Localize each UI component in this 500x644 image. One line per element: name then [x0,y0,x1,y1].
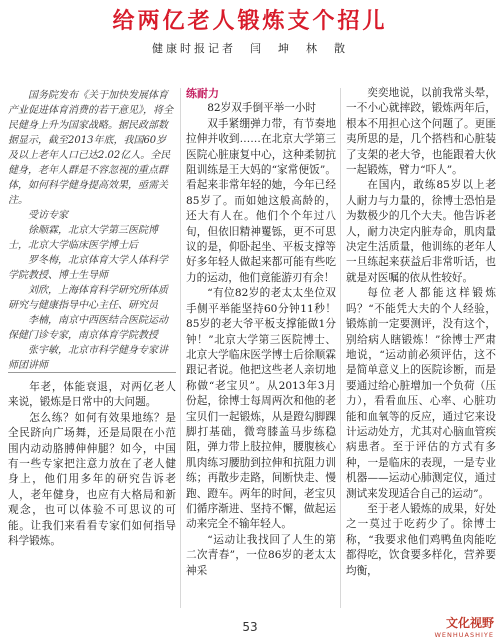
paragraph: “运动让我找回了人生的第二次青春”，一位86岁的老太太神采 [186,533,336,577]
expert-item: 罗冬梅，北京体育大学人体科学学院教授、博士生导师 [8,255,168,281]
intro-box [8,88,176,373]
article-title: 给两亿老人锻炼支个招儿 [112,9,388,34]
paragraph: 奕奕地说，以前我常头晕，一不小心就摔跤，锻炼两年后，根本不用担心这个问题了。更匪夷所思的是，几个搭档和心脏装了支架的老大爷，也能跟着大伙一起锻炼，臂力“吓人”。 [346,87,496,177]
expert-item: 李楠，南京中西医结合医院运动保健门诊专家，南京体育学院教授 [8,315,168,341]
subheading: 82岁双手倒平举一小时 [207,102,317,115]
paragraph: 每位老人都能这样锻炼吗？“不能凭大夫的个人经验，锻炼前一定要测评，没有这个，别给病人瞎锻炼！”徐博士严肃地说，“运动前必须评估，这不是简单意义上的医院诊断，而是要通过给心脏增加一个负荷（压力），看看血压、心率、心脏功能和血氧等的反应，通过它来设计运动处方，尤其对心脑血管疾病患者。至于评估的方式有多种，一是临床的表现，一是专业机器——运动心肺测定仪，通过测试来发现适合自己的运动”。 [346,287,496,500]
expert-item: 徐顺霖，北京大学第三医院博士，北京大学临床医学博士后 [8,225,158,251]
brand-name-cn: 文化视野 [445,616,494,630]
magazine-brand [435,614,495,639]
paragraph: 怎么练？如何有效果地练？是全民跻向广场舞，还是局限在小范围内动动胳膊伸伸腿？如今，中国有一些专家把注意力放在了老人健身上，他们用多年的研究告诉老人，老年健身，也应有大格局和新观念，也可以体验不可思议的可能。让我们来看看专家们如何指导科学锻炼。 [8,411,176,548]
experts-label: 受访专家 [28,210,68,221]
paragraph: 年老，体能衰退，对两亿老人来说，锻炼是日常中的大问题。 [8,381,176,409]
intro-separator [8,372,176,373]
column-3 [346,86,496,579]
column-2 [186,86,336,579]
column-divider [340,88,341,608]
byline: 健康时报记者 闫 坤 林 散 [152,42,348,55]
column-divider [180,88,181,608]
paragraph: “有位82岁的老太太坐位双手侧平举能坚持60分钟11秒！85岁的老大爷平板支撑能做1分钟！”北京大学第三医院博士、北京大学临床医学博士后徐顺霖跟记者说。他把这些老人亲切地称做“老宝贝”。从2013年3月份起，徐博士每周两次和他的老宝贝们一起锻炼，从是蹬勾脚踝脚打基础，微弯膝盖马步练稳阻，弹力带上肢拉伸，腰腹核心肌肉练习腰肋到拉伸和抗阻力训练；再散步走路，间断快走、慢跑、蹬车。两年的时间，老宝贝们循序渐进、坚持不懈，做起运动来完全不输年轻人。 [186,287,336,531]
paragraph: 至于老人锻炼的成果，好处之一莫过于吃药少了。徐博士称，“我要求他们鸡鸭鱼肉能吃都得吃，饮食要多样化，营养要均衡， [346,502,496,577]
page-number: 53 [242,620,258,634]
expert-item: 张宇敏，北京市科学健身专家讲师团讲师 [8,345,168,371]
paragraph: 在国内，敢练85岁以上老人耐力与力量的，徐博士恐怕是为数极少的几个大夫。他告诉老人，耐力决定内脏寿命，肌肉量决定生活质量，他训练的老年人一旦练起来获益后非常听话，也就是对医嘱的依从性较好。 [346,179,496,284]
intro-lead: 国务院发布《关于加快发展体育产业促进体育消费的若干意见》，将全民健身上升为国家战略。据民政部数据显示，截至2013年底，我国60岁及以上老年人口已达2.02亿人。全民健身，老年人群是不容忽视的重点群体，如何科学健身提高效果，亟需关注。 [8,90,173,206]
section-heading: 练耐力 [186,87,219,100]
brand-name-en: WENHUASHIYE [434,631,494,639]
paragraph: 双手紧绷弹力带，有节奏地拉伸并收到……在北京大学第三医院心脏康复中心，这种柔韧抗阻训练是王大妈的“家常便饭”。看起来非常年轻的她，今年已经85岁了。而如她这般高龄的，还大有人在。他们个个年过八旬，但依旧精神矍铄，更不可思议的是，仰卧起坐、平板支撑等好多年轻人做起来都可能有些吃力的运动，他们竟能游刃有余！ [186,117,336,284]
expert-item: 刘欣，上海体育科学研究所体质研究与健康指导中心主任、研究员 [8,285,168,311]
column-1 [8,380,176,549]
